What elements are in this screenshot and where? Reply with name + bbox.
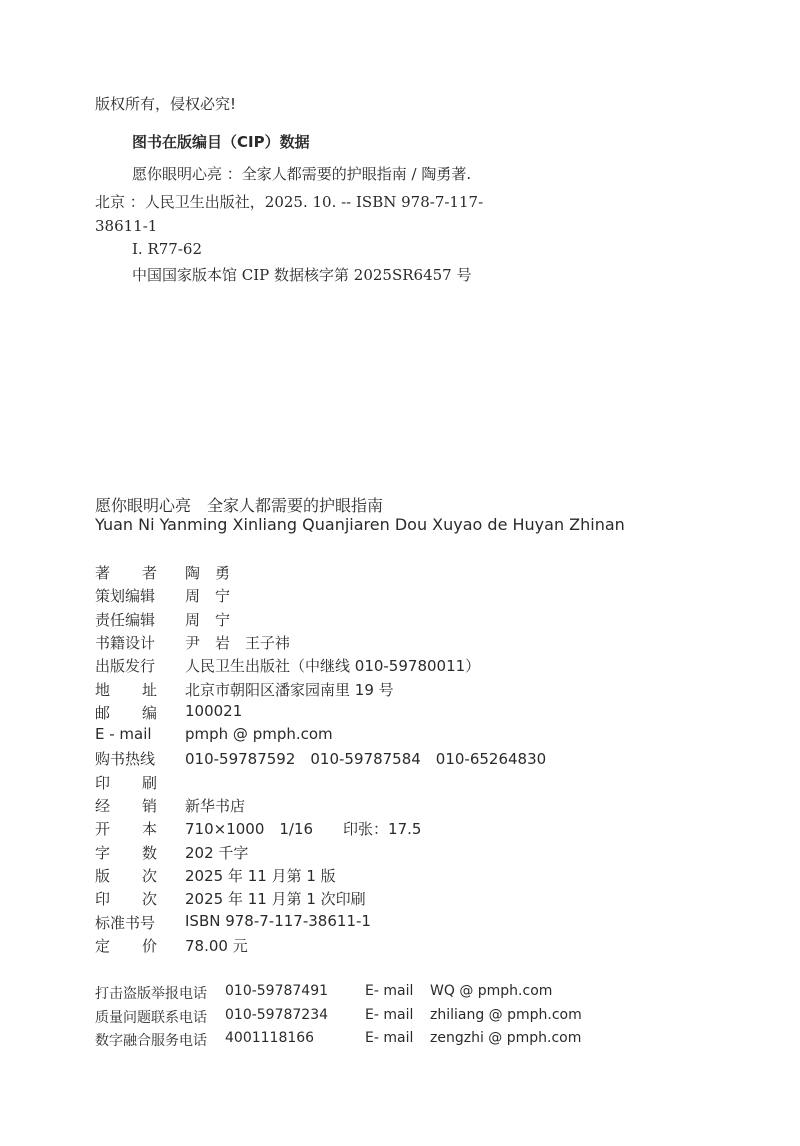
info-value: 710×1000 1/16 印张：17.5: [185, 820, 422, 839]
info-label: 出版发行: [95, 657, 156, 676]
info-label: 字 数: [95, 843, 157, 862]
info-label: 购书热线: [95, 750, 156, 769]
info-value: 2025 年 11 月第 1 版: [185, 866, 336, 885]
cip-line: 愿你眼明心亮 ：全家人都需要的护眼指南 / 陶勇著.: [132, 165, 472, 183]
contact-email-label: E- mail: [365, 1006, 414, 1023]
contact-phone: 010-59787234: [225, 1006, 329, 1023]
info-label: 邮 编: [95, 703, 157, 722]
info-value: 尹 岩 王子祎: [185, 633, 291, 652]
info-label: 版 次: [95, 866, 157, 885]
info-label: 标准书号: [95, 913, 156, 932]
contact-label: 质量问题联系电话: [95, 1009, 207, 1026]
info-label: 书籍设计: [95, 633, 156, 652]
info-value: ISBN 978-7-117-38611-1: [185, 911, 371, 930]
info-value: 人民卫生出版社（中继线 010-59780011）: [185, 657, 481, 676]
info-label: 责任编辑: [95, 610, 156, 629]
info-value: 周 宁: [185, 610, 231, 629]
cip-line: 38611-1: [95, 217, 158, 235]
info-value: 202 千字: [185, 843, 249, 862]
info-value: 陶 勇: [185, 564, 231, 582]
contact-phone: 010-59787491: [225, 983, 329, 999]
contact-email: zengzhi @ pmph.com: [430, 1030, 582, 1046]
cip-line: 中国国家版本馆 CIP 数据核字第 2025SR6457 号: [132, 266, 472, 284]
copyright-notice: 版权所有，侵权必究!: [95, 95, 237, 113]
info-label: E - mail: [95, 725, 152, 744]
contact-label: 打击盗版举报电话: [95, 986, 207, 1002]
info-value: 100021: [185, 701, 243, 720]
info-label: 策划编辑: [95, 587, 156, 606]
info-value: 010-59787592 010-59787584 010-65264830: [185, 750, 547, 769]
info-label: 经 销: [95, 797, 157, 815]
cip-title: 图书在版编目（CIP）数据: [132, 133, 310, 151]
book-title-pinyin: Yuan Ni Yanming Xinliang Quanjiaren Dou Xuyao de Huyan Zhinan: [95, 515, 625, 534]
info-label: 定 价: [95, 936, 157, 955]
contact-email: zhiliang @ pmph.com: [430, 1006, 582, 1023]
info-label: 开 本: [95, 820, 157, 839]
info-label: 印 刷: [95, 773, 157, 792]
info-value: 78.00 元: [185, 936, 248, 955]
info-value: 北京市朝阳区潘家园南里 19 号: [185, 680, 394, 699]
cip-line: I. R77-62: [132, 240, 202, 258]
contact-phone: 4001118166: [225, 1030, 315, 1046]
info-value: 2025 年 11 月第 1 次印刷: [185, 890, 366, 909]
info-value: 周 宁: [185, 587, 231, 606]
contact-label: 数字融合服务电话: [95, 1033, 207, 1049]
contact-email: WQ @ pmph.com: [430, 983, 553, 999]
info-label: 印 次: [95, 890, 157, 909]
info-label: 地 址: [95, 680, 157, 699]
info-value: pmph @ pmph.com: [185, 725, 333, 744]
info-label: 著 者: [95, 564, 157, 582]
cip-line: 北京 ：人民卫生出版社，2025. 10. -- ISBN 978-7-117-: [95, 193, 484, 211]
contact-email-label: E- mail: [365, 983, 414, 999]
contact-email-label: E- mail: [365, 1030, 414, 1046]
book-title: 愿你眼明心亮 全家人都需要的护眼指南: [95, 496, 384, 515]
info-value: 新华书店: [185, 797, 246, 815]
